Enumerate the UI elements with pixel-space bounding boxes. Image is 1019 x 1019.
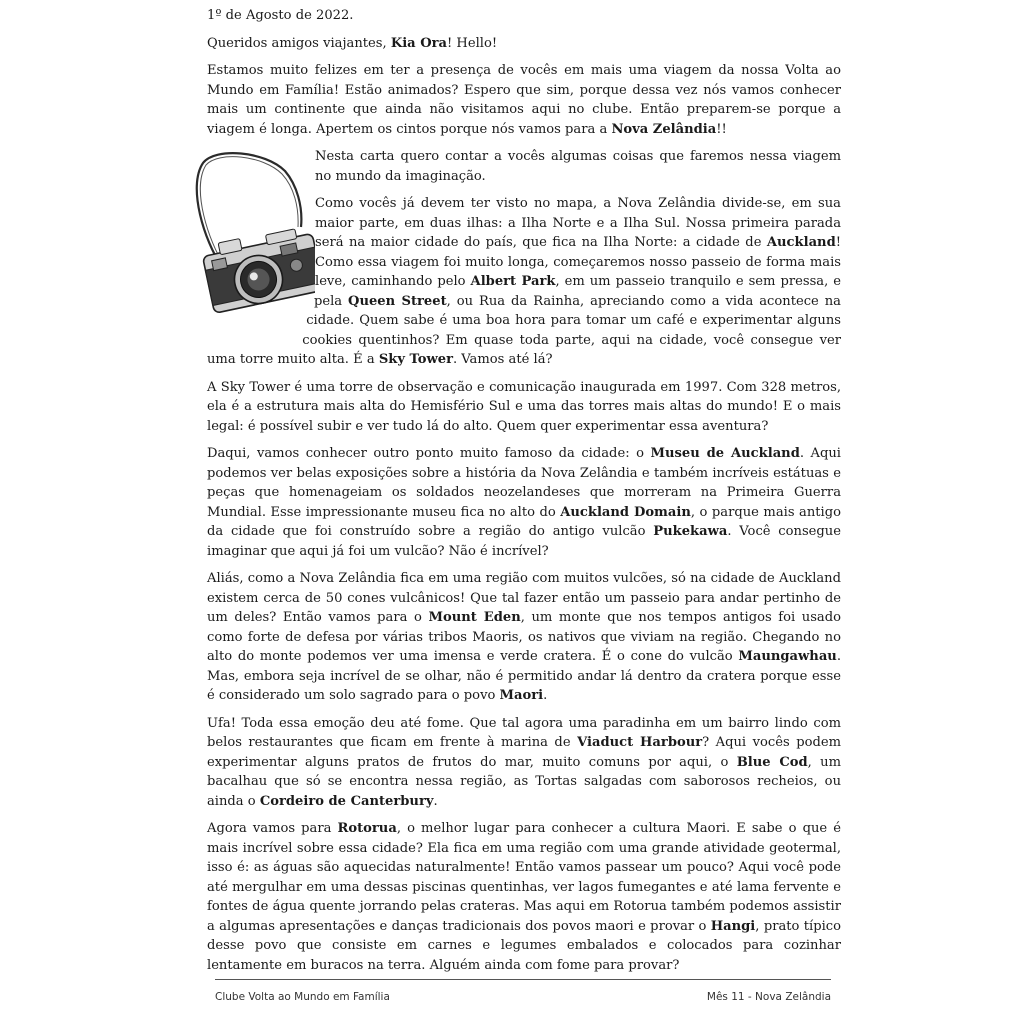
paragraph-rotorua: Agora vamos para Rotorua, o melhor lugar para conhecer a cultura Maori. E sabe o que é mais incrível sobre essa cidade? Ela fica em uma região com uma grande atividade geotermal, isso é: as águas são aquecidas naturalmente! Então vamos passear um pouco? Aqui você pode até mergulhar em uma dessas piscinas quentinhas, ver lagos fumegantes e até lama fervente e fontes de água quente jorrando pelas crateras. Mas aqui em Rotorua também podemos assistir a algumas apresentações e danças tradicionais dos povos maori e provar o Hangi, prato típico desse povo que consiste em carnes e legumes embalados e colocados para cozinhar lentamente em buracos na terra. Alguém ainda com fome para provar?	[207, 821, 841, 973]
footer-month: Mês 11 - Nova Zelândia	[706, 991, 831, 1003]
footer-divider	[215, 979, 831, 980]
paragraph-viaduct-harbour: Ufa! Toda essa emoção deu até fome. Que tal agora uma paradinha em um bairro lindo com belos restaurantes que ficam em frente à marina de Viaduct Harbour? Aqui vocês podem experimentar alguns pratos de frutos do mar, muito comuns por aqui, o Blue Cod, um bacalhau que só se encontra nessa região, as Tortas salgadas com saborosos recheios, ou ainda o Cordeiro de Canterbury.	[207, 715, 842, 809]
paragraph-auckland: Como vocês já devem ter visto no mapa, a Nova Zelândia divide-se, em sua maior parte, em duas ilhas: a Ilha Norte e a Ilha Sul. Nossa primeira parada será na maior cidade do país, que fica na Ilha Norte: a cidade de Auckland! Como essa viagem foi muito longa, começaremos nosso passeio de forma mais leve, caminhando pelo Albert Park, em um passeio tranquilo e sem pressa, e pela Queen Street, ou Rua da Rainha, apreciando como a vida acontece na cidade. Quem sabe é uma boa hora para tomar um café e experimentar alguns cookies quentinhos? Em quase toda parte, aqui na cidade, você consegue ver uma torre muito alta. É a Sky Tower. Vamos até lá?	[207, 196, 841, 367]
paragraph-sky-tower: A Sky Tower é uma torre de observação e comunicação inaugurada em 1997. Com 328 metros, ela é a estrutura mais alta do Hemisfério Sul e uma das torres mais altas do mundo! E o mais legal: é possível subir e ver tudo lá do alto. Quem quer experimentar essa aventura?	[207, 379, 841, 434]
paragraph-mount-eden: Aliás, como a Nova Zelândia fica em uma região com muitos vulcões, só na cidade de Auckland existem cerca de 50 cones vulcânicos! Que tal fazer então um passeio para andar pertinho de um deles? Então vamos para o Mount Eden, um monte que nos tempos antigos foi usado como forte de defesa por várias tribos Maoris, os nativos que viviam na região. Chegando no alto do monte podemos ver uma imensa e verde cratera. É o cone do vulcão Maungawhau. Mas, embora seja incrível de se olhar, não é permitido andar lá dentro da cratera porque esse é considerado um solo sagrado para o povo Maori.	[207, 571, 841, 703]
letter-body	[207, 6, 841, 983]
footer-club-name: Clube Volta ao Mundo em Família	[215, 991, 390, 1003]
paragraph-intro: Estamos muito felizes em ter a presença de vocês em mais uma viagem da nossa Volta ao Mundo em Família! Estão animados? Espero que sim, porque dessa vez nós vamos conhecer mais um continente que ainda não visitamos aqui no clube. Então preparem-se porque a viagem é longa. Apertem os cintos porque nós vamos para a Nova Zelândia!!	[207, 63, 841, 137]
paragraph-museum: Daqui, vamos conhecer outro ponto muito famoso da cidade: o Museu de Auckland. Aqui podemos ver belas exposições sobre a história da Nova Zelândia e também incríveis estátuas e peças que homenageiam os soldados neozelandeses que morreram na Primeira Guerra Mundial. Esse impressionante museu fica no alto do Auckland Domain, o parque mais antigo da cidade que foi construído sobre a região do antigo vulcão Pukekawa. Você consegue imaginar que aqui já foi um vulcão? Não é incrível?	[207, 446, 841, 559]
camera-icon	[185, 147, 315, 332]
paragraph-plan: Nesta carta quero contar a vocês algumas coisas que faremos nessa viagem no mundo da imaginação.	[315, 149, 841, 184]
greeting: Queridos amigos viajantes, Kia Ora! Hello!	[207, 35, 498, 51]
letter-date: 1º de Agosto de 2022.	[207, 8, 354, 23]
